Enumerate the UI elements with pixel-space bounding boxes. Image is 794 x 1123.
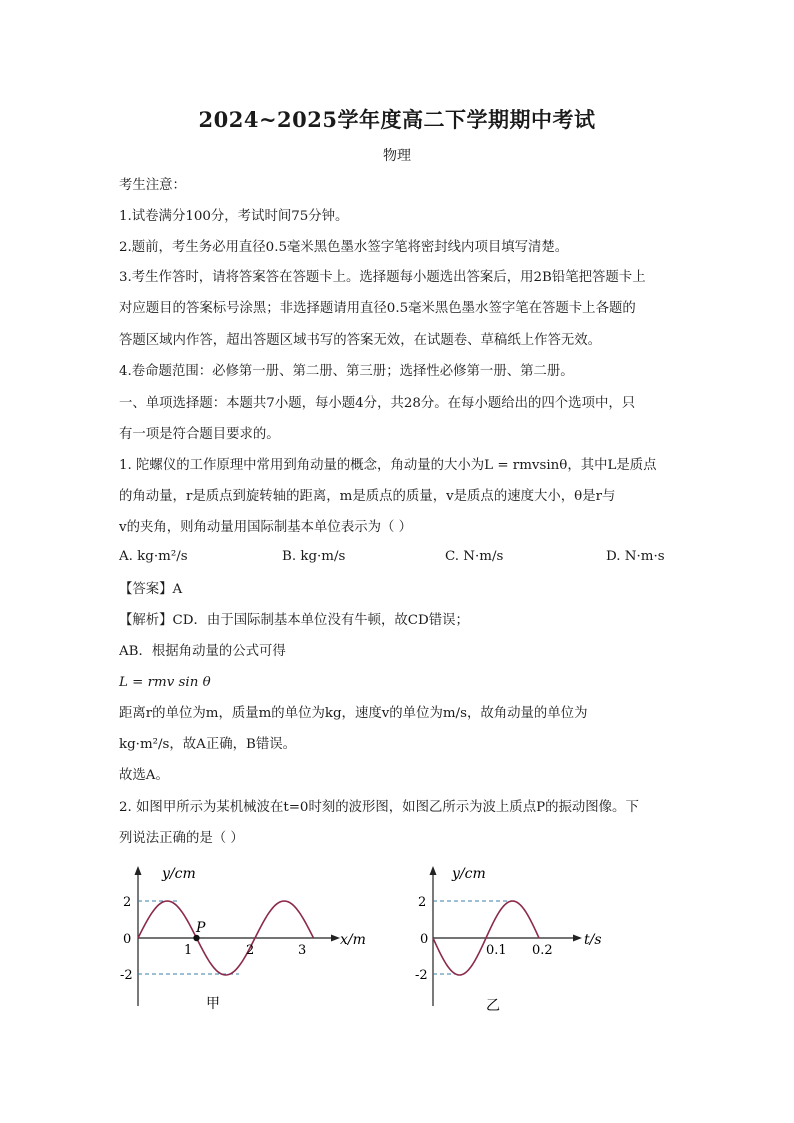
y-tick-label: 0 (123, 932, 132, 947)
y-tick-label: 2 (123, 895, 132, 910)
analysis-line: 距离r的单位为m，质量m的单位为kg，速度v的单位为m/s，故角动量的单位为 (119, 706, 588, 721)
question-stem: 的角动量，r是质点到旋转轴的距离，m是质点的质量，v是质点的速度大小，θ是r与 (119, 489, 616, 504)
point-p-label: P (196, 920, 206, 936)
x-tick-label: 3 (298, 943, 307, 958)
analysis-line: 故选A。 (119, 768, 169, 783)
y-axis-arrow (135, 866, 142, 875)
section-heading: 一、单项选择题：本题共7小题，每小题4分，共28分。在每小题给出的四个选项中，只 (119, 396, 636, 411)
y-tick-label: 2 (418, 895, 427, 910)
x-tick-label: 0.2 (532, 943, 553, 958)
y-tick-label: 0 (420, 932, 429, 947)
option-a[interactable]: A. kg·m²/s (119, 549, 188, 564)
y-axis-label: y/cm (162, 866, 196, 882)
answer-line: 【答案】A (119, 582, 183, 597)
question-stem: 列说法正确的是（ ） (119, 831, 244, 846)
notice-heading: 考生注意： (119, 178, 186, 193)
notice-item: 答题区域内作答，超出答题区域书写的答案无效，在试题卷、草稿纸上作答无效。 (119, 333, 602, 348)
figure-caption: 乙 (486, 998, 500, 1014)
notice-item: 4.卷命题范围：必修第一册、第二册、第三册；选择性必修第一册、第二册。 (119, 364, 574, 379)
x-tick-label: 2 (246, 943, 255, 958)
y-axis-arrow (430, 866, 437, 875)
y-tick-label: -2 (120, 968, 133, 983)
vibration-graph-yi (400, 858, 620, 1023)
x-axis-arrow (331, 935, 340, 942)
analysis-line: kg·m²/s，故A正确，B错误。 (119, 737, 297, 752)
analysis-line: 【解析】CD．由于国际制基本单位没有牛顿，故CD错误； (119, 613, 469, 628)
figure-caption: 甲 (206, 996, 220, 1012)
analysis-line: AB．根据角动量的公式可得 (119, 644, 286, 659)
question-stem: v的夹角，则角动量用国际制基本单位表示为（ ） (119, 520, 413, 535)
subject-label: 物理 (383, 148, 411, 164)
x-tick-label: 0.1 (486, 943, 507, 958)
section-heading-cont: 有一项是符合题目要求的。 (119, 427, 280, 442)
page-title: 2024~2025学年度高二下学期期中考试 (198, 107, 596, 132)
x-axis-label: t/s (584, 932, 602, 948)
y-axis-label: y/cm (452, 866, 486, 882)
x-tick-label: 1 (184, 943, 193, 958)
x-axis-label: x/m (340, 932, 366, 948)
notice-item: 3.考生作答时，请将答案答在答题卡上。选择题每小题选出答案后，用2B铅笔把答题卡上 (119, 270, 646, 285)
option-b[interactable]: B. kg·m/s (282, 549, 346, 564)
x-axis-arrow (573, 935, 582, 942)
option-c[interactable]: C. N·m/s (445, 549, 504, 564)
y-tick-label: -2 (415, 968, 428, 983)
question-stem: 2. 如图甲所示为某机械波在t=0时刻的波形图，如图乙所示为波上质点P的振动图像。下 (119, 800, 639, 815)
formula-line: L = rmv sin θ (119, 675, 211, 690)
wave-graph-jia (110, 858, 370, 1023)
notice-item: 对应题目的答案标号涂黑；非选择题请用直径0.5毫米黑色墨水签字笔在答题卡上各题的 (119, 301, 636, 316)
question-stem: 1. 陀螺仪的工作原理中常用到角动量的概念，角动量的大小为L = rmvsinθ，其中L是质点 (119, 458, 657, 473)
option-d[interactable]: D. N·m·s (606, 549, 665, 564)
notice-item: 1.试卷满分100分，考试时间75分钟。 (119, 209, 349, 224)
notice-item: 2.题前，考生务必用直径0.5毫米黑色墨水签字笔将密封线内项目填写清楚。 (119, 240, 569, 255)
